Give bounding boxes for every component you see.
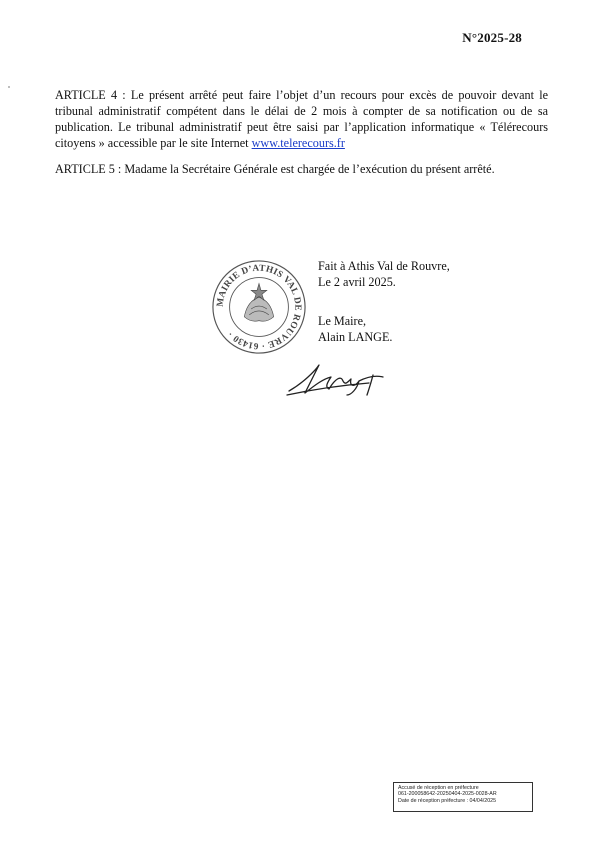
article-4-text: ARTICLE 4 : Le présent arrêté peut faire l’objet d’un recours pour excès de pouvoir devant le tribunal administratif compétent dans le délai de 2 mois à compter de sa notification ou de sa publication. Le tribunal administratif peut être saisi par l’application informatique « Télérecours citoyens » accessible par le site Internet [55, 88, 548, 150]
handwritten-signature [285, 355, 390, 400]
seal-text: MAIRIE D’ATHIS VAL DE ROUVRE · 61430 · [215, 263, 303, 351]
signatory-name: Alain LANGE. [318, 330, 393, 344]
town-hall-seal [210, 258, 308, 356]
article-4 [55, 87, 548, 151]
stamp-line-3: Date de réception préfecture : 04/04/2025 [398, 797, 497, 804]
date-line: Le 2 avril 2025. [318, 275, 396, 289]
prefecture-receipt-stamp [393, 782, 533, 812]
article-5: ARTICLE 5 : Madame la Secrétaire Générale est chargée de l’exécution du présent arrêté. [55, 162, 495, 176]
signatory-role: Le Maire, [318, 314, 367, 328]
stamp-line-2: 061-200058642-20250404-2025-0028-AR [398, 791, 497, 798]
place-date-block [318, 258, 450, 290]
scan-mark [8, 86, 10, 88]
telerecours-link[interactable]: www.telerecours.fr [251, 136, 345, 150]
stamp-line-1: Accusé de réception en préfecture [398, 785, 479, 791]
signatory-block [318, 313, 392, 345]
document-number: N°2025-28 [462, 30, 522, 45]
place-line: Fait à Athis Val de Rouvre, [318, 259, 450, 273]
